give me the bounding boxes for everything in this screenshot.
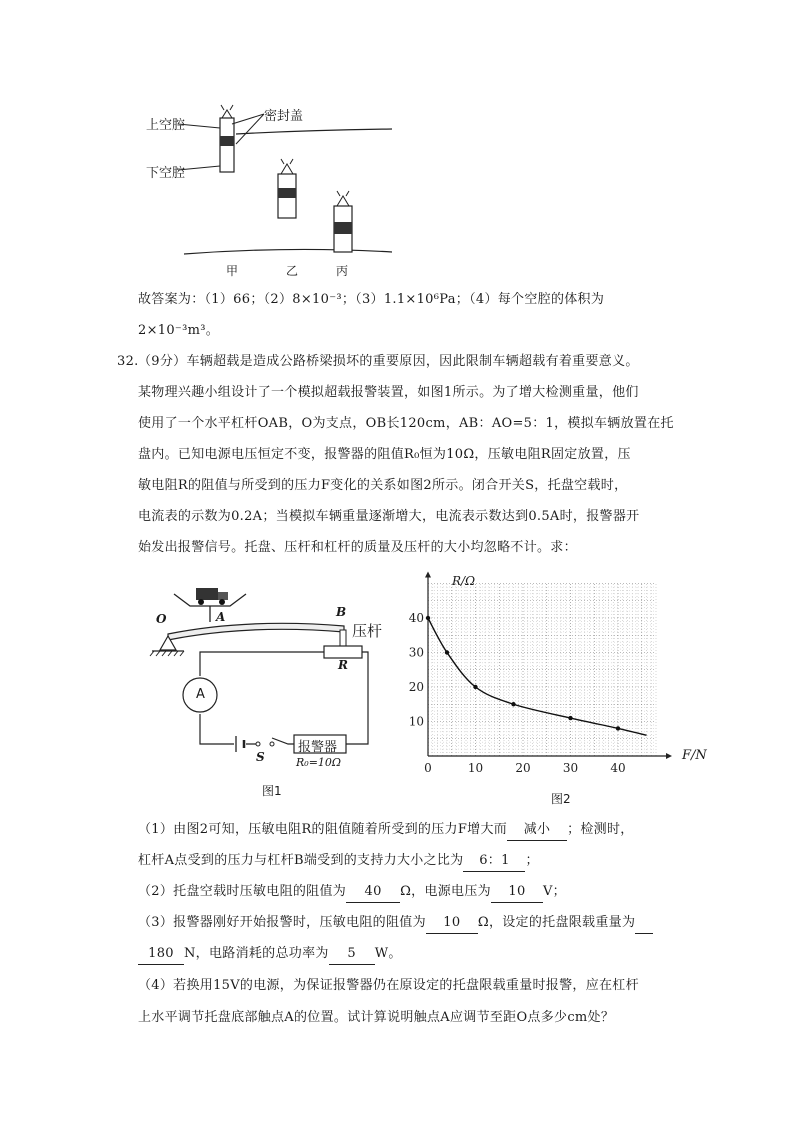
caption-jia: 甲 (226, 264, 239, 278)
q4-line1: （4）若换用15V的电源，为保证报警器仍在原设定的托盘限载重量时报警，应在杠杆 (138, 978, 639, 993)
label-alarm: 报警器 (298, 740, 338, 755)
figure-1-caption: 图1 (262, 784, 282, 798)
q3-text-c: N，电路消耗的总功率为 (184, 946, 329, 961)
label-o: O (156, 612, 167, 626)
label-r: R (338, 658, 348, 672)
lower-surface-line (184, 249, 392, 254)
lever-oab (168, 623, 344, 640)
y-tick-label: 40 (408, 611, 424, 625)
question-line-6: 电流表的示数为0.2A；当模拟车辆重量逐渐增大，电流表示数达到0.5A时，报警器开 (138, 509, 640, 524)
q2-blank-1: 40 (346, 882, 400, 903)
data-point (616, 726, 620, 730)
question-line-7: 始发出报警信号。托盘、压杆和杠杆的质量及压杆的大小均忽略不计。求： (138, 540, 577, 555)
data-point (568, 716, 572, 720)
question-number: 32. (117, 354, 139, 369)
q3-text-d: W。 (374, 946, 402, 961)
label-r0: R₀=10Ω (296, 756, 342, 769)
q2-text-b: Ω，电源电压为 (400, 884, 491, 899)
label-a: A (216, 610, 226, 624)
data-point (445, 650, 449, 654)
q2-text-c: V； (542, 884, 566, 899)
q4-line2: 上水平调节托盘底部触点A的位置。试计算说明触点A应调节至距O点多少cm处？ (138, 1010, 615, 1025)
figure-2-caption: 图2 (551, 792, 571, 806)
y-tick-label: 20 (408, 680, 424, 694)
question-line-4: 盘内。已知电源电压恒定不变，报警器的阻值R₀恒为10Ω，压敏电阻R固定放置，压 (138, 447, 631, 462)
q3-line2 (138, 944, 402, 965)
q2-text-a: （2）托盘空载时压敏电阻的阻值为 (138, 884, 347, 899)
label-seal-cap: 密封盖 (264, 109, 304, 124)
x-axis-arrow (666, 753, 672, 759)
q1-blank-2: 6：1 (463, 851, 525, 872)
tube-bing (334, 191, 352, 252)
label-b: B (336, 605, 347, 619)
label-lower-cavity: 下空腔 (146, 166, 186, 181)
q2-blank-2: 10 (491, 882, 543, 903)
caption-yi: 乙 (286, 264, 299, 278)
q3-blank-2-start (635, 913, 653, 934)
tube-yi (278, 159, 296, 218)
chart-xlabel: F/N (682, 748, 707, 763)
answer-prev-line2: 2×10⁻³m³。 (138, 323, 220, 338)
label-upper-cavity: 上空腔 (146, 118, 186, 133)
resistor-r (324, 646, 362, 658)
data-point (473, 685, 477, 689)
truck-icon (196, 588, 228, 605)
q3-text-b: Ω，设定的托盘限载重量为 (477, 915, 636, 930)
question-line-5: 敏电阻R的阻值与所受到的压力F变化的关系如图2所示。闭合开关S，托盘空载时， (138, 478, 628, 493)
x-tick-label: 10 (467, 761, 484, 775)
q3-line1 (138, 913, 653, 934)
q2-line (138, 882, 566, 903)
q1-text-b: ；检测时， (567, 822, 634, 837)
q3-blank-3: 5 (329, 944, 375, 965)
y-axis-arrow (425, 572, 431, 578)
q3-blank-1: 10 (426, 913, 478, 934)
x-tick-label: 40 (610, 761, 626, 775)
chart-ylabel: R/Ω (452, 574, 476, 588)
data-point (426, 616, 430, 620)
answer-prev-line1: 故答案为：（1）66；（2）8×10⁻³；（3）1.1×10⁶Pa；（4）每个空腔的体积为 (138, 292, 605, 307)
label-switch: S (256, 750, 265, 764)
q3-text-a: （3）报警器刚好开始报警时，压敏电阻的阻值为 (138, 915, 426, 930)
switch (256, 742, 260, 746)
x-tick-label: 20 (515, 761, 531, 775)
q3-blank-2: 180 (138, 944, 184, 965)
figure-2-chart (408, 572, 716, 786)
q1-text-a: （1）由图2可知，压敏电阻R的阻值随着所受到的压力F增大而 (138, 822, 508, 837)
press-rod (340, 630, 346, 646)
label-press-rod: 压杆 (352, 622, 383, 640)
q1-blank-1: 减小 (507, 820, 567, 841)
label-ammeter: A (196, 687, 205, 702)
q1-text-d: ； (525, 853, 539, 868)
upper-surface-line (236, 129, 392, 134)
question-line-3: 使用了一个水平杠杆OAB，O为支点，OB长120cm，AB：AO=5：1，模拟车辆放置在托 (138, 416, 674, 431)
y-tick-label: 10 (408, 714, 424, 729)
tube-jia (220, 105, 234, 172)
q1-text-c: 杠杆A点受到的压力与杠杆B端受到的支持力大小之比为 (138, 853, 464, 868)
x-tick-label: 0 (424, 761, 432, 775)
question-line-1: （9分）车辆超载是造成公路桥梁损坏的重要原因，因此限制车辆超载有着重要意义。 (138, 354, 639, 369)
x-tick-label: 30 (562, 761, 579, 775)
q1-line1 (138, 820, 634, 841)
question-line-2: 某物理兴趣小组设计了一个模拟超载报警装置，如图1所示。为了增大检测重量，他们 (138, 385, 639, 400)
caption-bing: 丙 (336, 264, 349, 278)
q1-line2 (138, 851, 539, 872)
data-point (511, 702, 515, 706)
y-tick-label: 30 (408, 645, 424, 660)
